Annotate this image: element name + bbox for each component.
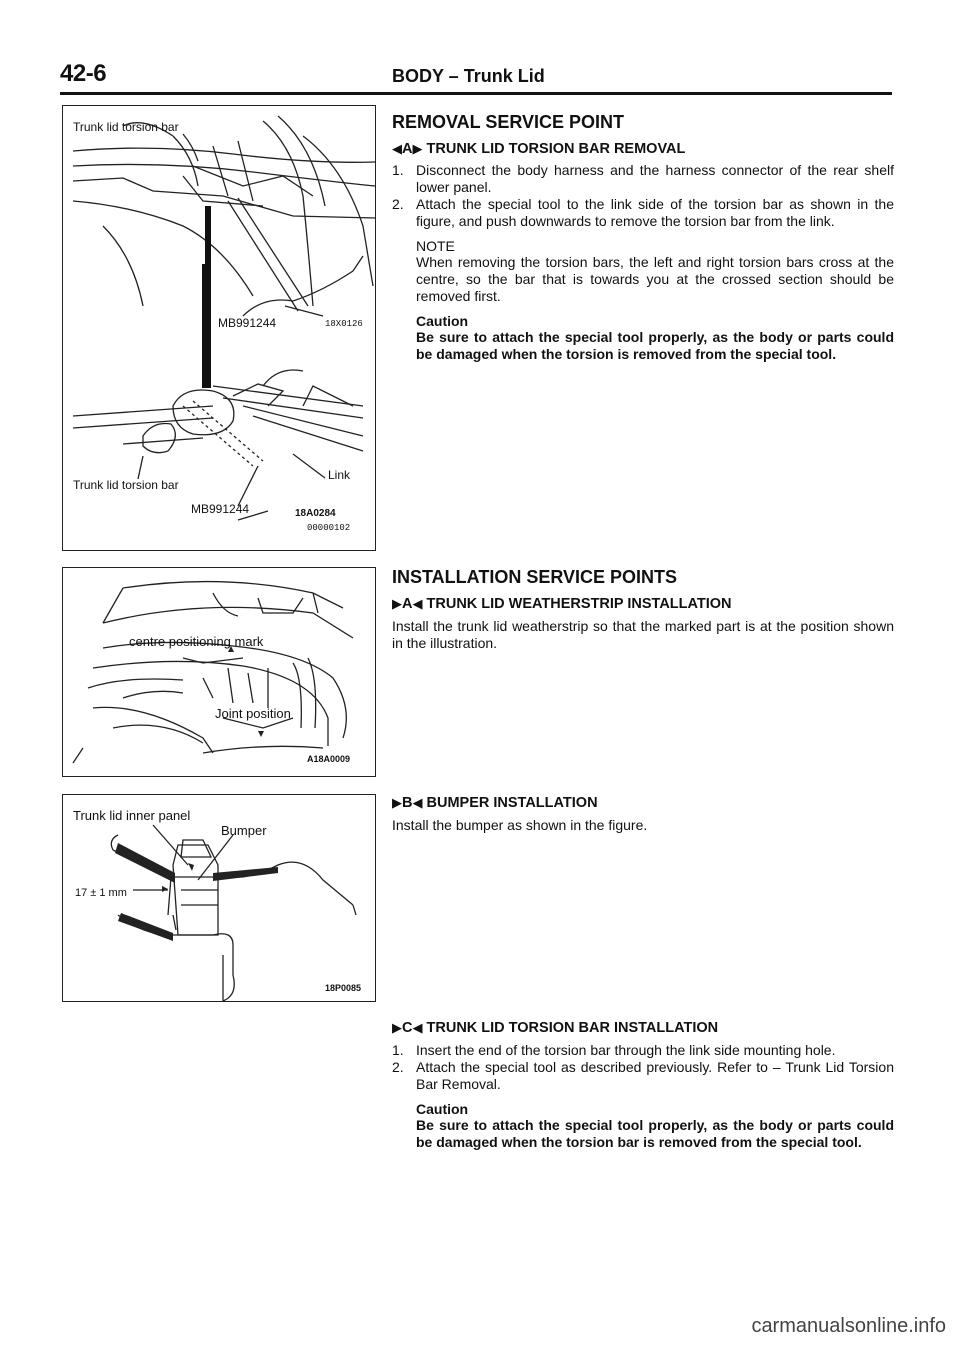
figure-code-bottom: 18A0284	[295, 508, 336, 519]
label-trunk-lid-torsion-bar-bottom: Trunk lid torsion bar	[73, 478, 179, 492]
label-trunk-lid-inner-panel: Trunk lid inner panel	[73, 808, 191, 823]
caution-heading: Caution	[416, 313, 469, 329]
figure-torsion-bar-removal	[62, 105, 376, 551]
removal-subheading-text: TRUNK LID TORSION BAR REMOVAL	[426, 141, 686, 157]
triangle-left-icon: ◀	[412, 1020, 423, 1035]
removal-heading: REMOVAL SERVICE POINT	[392, 112, 625, 132]
figure-weatherstrip	[62, 567, 376, 777]
installation-section	[392, 567, 894, 652]
removal-section	[392, 112, 894, 363]
triangle-right-icon: ▶	[392, 795, 402, 810]
list-item: 1. Disconnect the body harness and the harness connector of the rear shelf lower panel.	[392, 162, 894, 195]
figure-bumper	[62, 794, 376, 1002]
caution-text: Be sure to attach the special tool properly, as the body or parts could be damaged when the torsion bar is removed from the special tool.	[416, 1117, 894, 1150]
label-bumper: Bumper	[221, 823, 267, 838]
triangle-left-icon: ◀	[412, 795, 423, 810]
note-text: When removing the torsion bars, the left and right torsion bars cross at the centre, so the bar that is towards you at the crossed section should be removed first.	[416, 254, 894, 304]
installation-heading: INSTALLATION SERVICE POINTS	[392, 567, 678, 587]
weatherstrip-illustration	[63, 568, 375, 776]
list-item: 1. Insert the end of the torsion bar through the link side mounting hole.	[392, 1042, 836, 1058]
installation-c-section	[392, 1020, 894, 1151]
triangle-right-icon: ▶	[392, 596, 402, 611]
removal-subheading	[392, 141, 894, 157]
installation-a-heading	[392, 596, 894, 612]
list-item: 2. Attach the special tool to the link side of the torsion bar as shown in the figure, and push downwards to remove the torsion bar from the link.	[392, 196, 894, 229]
label-dimension: 17 ± 1 mm	[75, 887, 127, 899]
marker-c: C	[402, 1020, 413, 1036]
caution-heading: Caution	[416, 1101, 469, 1117]
figure-code-bumper: 18P0085	[325, 983, 362, 993]
label-joint-position: Joint position	[215, 706, 291, 721]
triangle-left-icon: ◀	[392, 141, 402, 156]
note-heading: NOTE	[416, 238, 455, 254]
triangle-right-icon: ▶	[392, 1020, 402, 1035]
watermark: carmanualsonline.info	[751, 1315, 946, 1337]
removal-steps	[392, 162, 894, 230]
marker-b: B	[402, 795, 413, 811]
installation-b-section	[392, 795, 894, 834]
header-rule	[60, 92, 892, 95]
installation-b-heading-text: BUMPER INSTALLATION	[426, 795, 598, 811]
triangle-right-icon: ▶	[412, 141, 423, 156]
list-item: 2. Attach the special tool as described previously. Refer to – Trunk Lid Torsion Bar Removal.	[392, 1059, 894, 1092]
figure-code-sub: 00000102	[307, 523, 351, 533]
installation-c-steps	[392, 1042, 894, 1093]
figure-code-weatherstrip: A18A0009	[307, 754, 351, 764]
installation-b-text: Install the bumper as shown in the figure.	[392, 817, 648, 833]
page-title: BODY – Trunk Lid	[392, 66, 545, 86]
marker-a: A	[402, 596, 413, 612]
label-special-tool-top: MB991244	[218, 316, 277, 330]
installation-a-heading-text: TRUNK LID WEATHERSTRIP INSTALLATION	[426, 596, 732, 612]
installation-c-heading-text: TRUNK LID TORSION BAR INSTALLATION	[426, 1020, 719, 1036]
installation-b-heading	[392, 795, 894, 811]
label-link: Link	[328, 468, 351, 482]
label-centre-positioning-mark: centre positioning mark	[129, 634, 264, 649]
installation-c-heading	[392, 1020, 894, 1036]
installation-a-text: Install the trunk lid weatherstrip so that the marked part is at the position shown in the illustration.	[392, 618, 894, 651]
caution-text: Be sure to attach the special tool properly, as the body or parts could be damaged when the torsion is removed from the special tool.	[416, 329, 894, 362]
marker-a: A	[402, 141, 413, 157]
label-trunk-lid-torsion-bar-top: Trunk lid torsion bar	[73, 120, 179, 134]
figure-code-top: 18X0126	[325, 319, 363, 329]
page-number: 42-6	[60, 60, 107, 87]
triangle-left-icon: ◀	[412, 596, 423, 611]
label-special-tool-bottom: MB991244	[191, 502, 250, 516]
